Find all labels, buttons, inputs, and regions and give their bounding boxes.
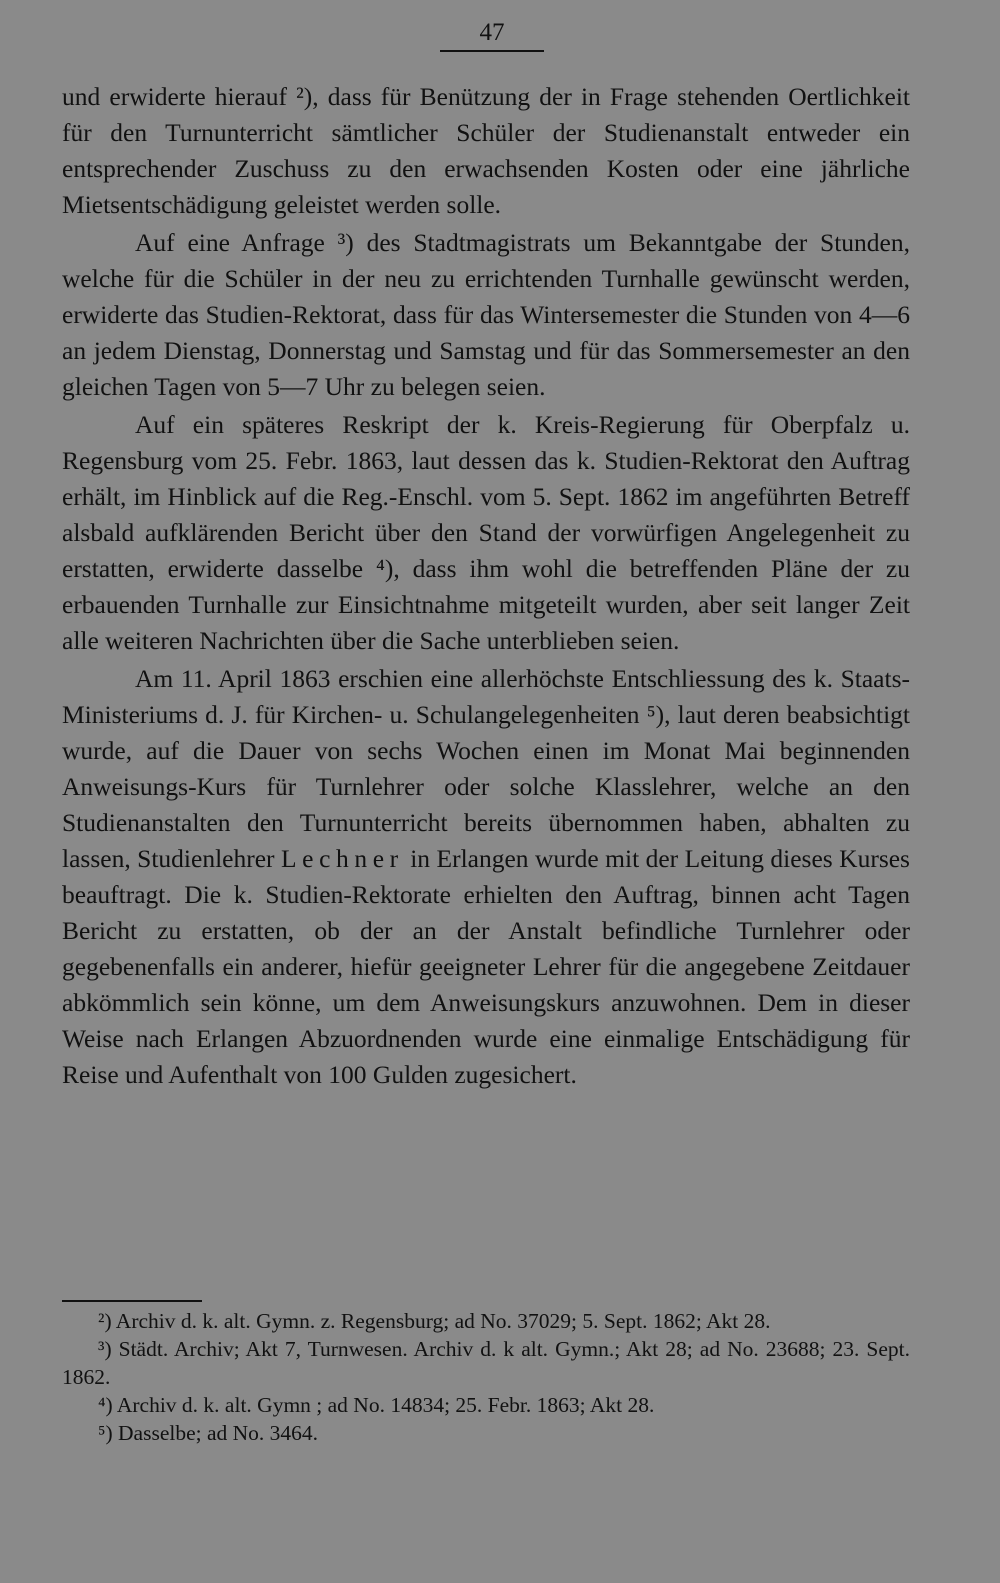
footnote-5: ⁵) Dasselbe; ad No. 3464. — [98, 1421, 319, 1445]
footnote-divider — [62, 1300, 202, 1302]
paragraph-4 — [62, 661, 910, 1093]
paragraph-4-text-before: Am 11. April 1863 erschien eine allerhöchste Entschliessung des k. Staats-Ministeriums d. J. für Kirchen- u. Schulangelegenheiten ⁵), laut deren beabsichtigt wurde, auf die Dauer von sechs Wochen einen im Monat Mai beginnenden Anweisungs-Kurs für Turnlehrer oder solche Klasslehrer, welche an den Studienanstalten den Turnunterricht bereits übernommen haben, abhalten zu lassen, Studienlehrer — [62, 664, 910, 873]
paragraph-4-text-after: in Erlangen wurde mit der Leitung dieses Kurses beauftragt. Die k. Studien-Rektorate erhielten den Auftrag, binnen acht Tagen Bericht zu erstatten, ob der an der Anstalt befindliche Turnlehrer oder gegebenenfalls ein anderer, hiefür geeigneter Lehrer für die angegebene Zeitdauer abkömmlich sein könne, um dem Anweisungskurs anzuwohnen. Dem in dieser Weise nach Erlangen Abzuordnenden wurde eine einmalige Entschädigung für Reise und Aufenthalt von 100 Gulden zugesichert. — [62, 844, 910, 1089]
paragraph-2: Auf eine Anfrage ³) des Stadtmagistrats um Bekanntgabe der Stunden, welche für die Schüler in der neu zu errichtenden Turnhalle gewünscht werden, erwiderte das Studien-Rektorat, dass für das Wintersemester die Stunden von 4—6 an jedem Dienstag, Donnerstag und Samstag und für das Sommersemester an den gleichen Tagen von 5—7 Uhr zu belegen seien. — [62, 228, 910, 401]
body-text — [62, 79, 910, 1095]
footnote-3: ³) Städt. Archiv; Akt 7, Turnwesen. Archiv d. k alt. Gymn.; Akt 28; ad No. 23688; 23. Sept. 1862. — [62, 1337, 910, 1389]
paragraph-3: Auf ein späteres Reskript der k. Kreis-Regierung für Oberpfalz u. Regensburg vom 25. Febr. 1863, laut dessen das k. Studien-Rektorat den Auftrag erhält, im Hinblick auf die Reg.-Enschl. vom 5. Sept. 1862 im angeführten Betreff alsbald aufklärenden Bericht über den Stand der vorwürfigen Angelegenheit zu erstatten, erwiderte dasselbe ⁴), dass ihm wohl die betreffenden Pläne der zu erbauenden Turnhalle zur Einsichtnahme mitgeteilt wurden, aber seit langer Zeit alle weiteren Nachrichten über die Sache unterblieben seien. — [62, 410, 910, 655]
book-page — [62, 0, 910, 1583]
footnote-4: ⁴) Archiv d. k. alt. Gymn ; ad No. 14834; 25. Febr. 1863; Akt 28. — [98, 1393, 655, 1417]
footnote-2: ²) Archiv d. k. alt. Gymn. z. Regensburg; ad No. 37029; 5. Sept. 1862; Akt 28. — [98, 1309, 771, 1333]
footnotes — [62, 1300, 910, 1447]
page-number: 47 — [440, 18, 544, 52]
paragraph-1: und erwiderte hierauf ²), dass für Benützung der in Frage stehenden Oertlichkeit für den Turnunterricht sämtlicher Schüler der Studienanstalt entweder ein entsprechender Zuschuss zu den erwachsenden Kosten oder eine jährliche Mietsentschädigung geleistet werden solle. — [62, 82, 910, 219]
person-name-lechner: Lechner — [280, 844, 404, 873]
